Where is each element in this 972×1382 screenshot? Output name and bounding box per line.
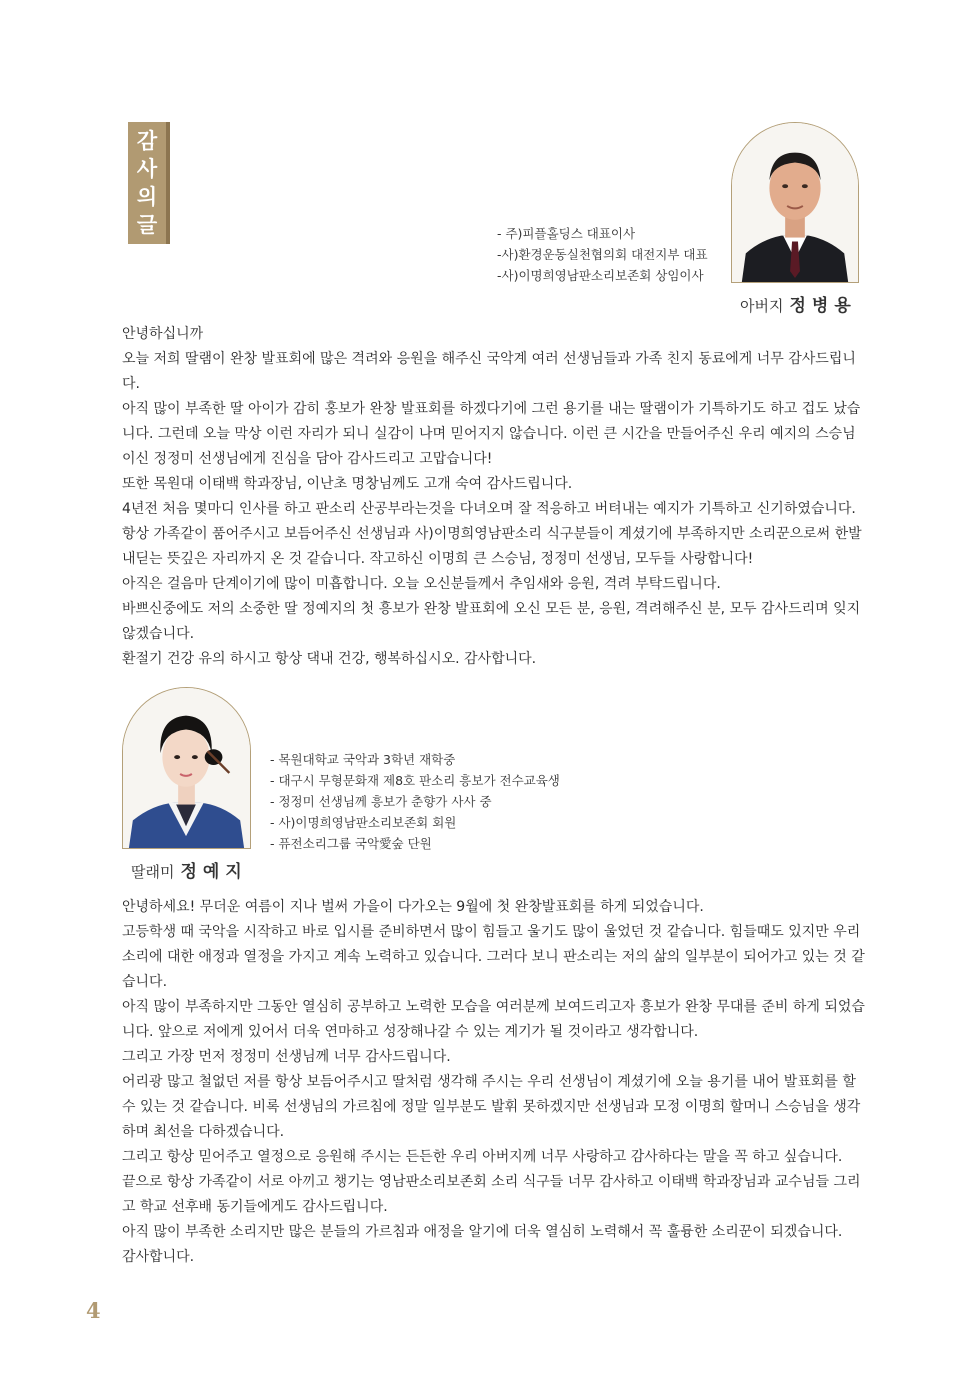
title-char: 감	[136, 128, 158, 153]
credential-item: -사)환경운동실천협의회 대전지부 대표	[497, 247, 708, 262]
letter-paragraph: 바쁘신중에도 저의 소중한 딸 정예지의 첫 흥보가 완창 발표회에 오신 모든 분, 응원, 격려해주신 분, 모두 감사드리며 잊지 않겠습니다.	[122, 601, 861, 642]
title-char: 의	[136, 184, 158, 209]
father-credentials	[497, 223, 708, 286]
father-name-line	[740, 291, 857, 316]
daughter-name: 정예지	[180, 862, 248, 882]
letter-paragraph: 어리광 많고 철없던 저를 항상 보듬어주시고 딸처럼 생각해 주시는 우리 선생님이 계셨기에 오늘 용기를 내어 발표회를 할 수 있는 것 같습니다. 비록 선생님의 가르침에 정말 일부분도 발휘 못하겠지만 선생님과 모정 이명희 할머니 스승님을 생각하며 최선을 다하겠습니다.	[122, 1074, 861, 1140]
credential-item: -사)이명희영남판소리보존회 상임이사	[497, 268, 704, 283]
section-title	[128, 122, 170, 244]
daughter-photo	[122, 687, 251, 849]
father-name: 정병용	[789, 296, 857, 316]
daughter-letter	[122, 895, 867, 1270]
letter-paragraph: 4년전 처음 몇마디 인사를 하고 판소리 산공부라는것을 다녀오며 잘 적응하고 버텨내는 예지가 기특하고 신기하였습니다.	[122, 501, 856, 517]
letter-paragraph: 그리고 항상 믿어주고 열정으로 응원해 주시는 든든한 우리 아버지께 너무 사랑하고 감사하다는 말을 꼭 하고 싶습니다.	[122, 1149, 843, 1165]
letter-paragraph: 감사합니다.	[122, 1249, 195, 1265]
letter-paragraph: 그리고 가장 먼저 정정미 선생님께 너무 감사드립니다.	[122, 1049, 451, 1065]
letter-paragraph: 안녕하십니까	[122, 326, 204, 342]
letter-paragraph: 끝으로 항상 가족같이 서로 아끼고 챙기는 영남판소리보존회 소리 식구들 너무 감사하고 이태백 학과장님과 교수님들 그리고 학교 선후배 동기들에게도 감사드립니다.	[122, 1174, 861, 1215]
title-char: 사	[136, 156, 158, 181]
letter-paragraph: 항상 가족같이 품어주시고 보듬어주신 선생님과 사)이명희영남판소리 식구분들이 계셨기에 부족하지만 소리꾼으로써 한발 내딛는 뜻깊은 자리까지 온 것 같습니다. 작고하신 이명희 큰 스승님, 정정미 선생님, 모두들 사랑합니다!	[122, 526, 862, 567]
credential-item: - 목원대학교 국악과 3학년 재학중	[270, 752, 456, 767]
title-char: 글	[136, 212, 158, 237]
credential-item: - 사)이명희영남판소리보존회 회원	[270, 815, 457, 830]
letter-paragraph: 환절기 건강 유의 하시고 항상 댁내 건강, 행복하십시오. 감사합니다.	[122, 651, 537, 667]
daughter-portrait-icon	[123, 688, 250, 848]
daughter-relation: 딸래미	[131, 863, 175, 881]
letter-paragraph: 안녕하세요! 무더운 여름이 지나 벌써 가을이 다가오는 9월에 첫 완창발표회를 하게 되었습니다.	[122, 899, 704, 915]
page-number: 4	[86, 1298, 101, 1323]
daughter-name-line	[131, 857, 248, 882]
father-portrait-icon	[732, 123, 858, 282]
letter-paragraph: 또한 목원대 이태백 학과장님, 이난초 명창님께도 고개 숙여 감사드립니다.	[122, 476, 573, 492]
letter-paragraph: 오늘 저희 딸램이 완창 발표회에 많은 격려와 응원을 해주신 국악계 여러 선생님들과 가족 친지 동료에게 너무 감사드립니다.	[122, 351, 856, 392]
letter-paragraph: 아직 많이 부족하지만 그동안 열심히 공부하고 노력한 모습을 여러분께 보여드리고자 흥보가 완창 무대를 준비 하게 되었습니다. 앞으로 저에게 있어서 더욱 연마하고 성장해나갈 수 있는 계기가 될 것이라고 생각합니다.	[122, 999, 865, 1040]
credential-item: - 퓨전소리그룹 국악愛숲 단원	[270, 836, 432, 851]
letter-paragraph: 고등학생 때 국악을 시작하고 바로 입시를 준비하면서 많이 힘들고 울기도 많이 울었던 것 같습니다. 힘들때도 있지만 우리 소리에 대한 애정과 열정을 가지고 계속 노력하고 있습니다. 그러다 보니 판소리는 저의 삶의 일부분이 되어가고 있는 것 같습니다.	[122, 924, 865, 990]
letter-paragraph: 아직 많이 부족한 소리지만 많은 분들의 가르침과 애정을 알기에 더욱 열심히 노력해서 꼭 훌륭한 소리꾼이 되겠습니다.	[122, 1224, 843, 1240]
credential-item: - 정정미 선생님께 흥보가 춘향가 사사 중	[270, 794, 492, 809]
credential-item: - 대구시 무형문화재 제8호 판소리 흥보가 전수교육생	[270, 773, 560, 788]
credential-item: - 주)피플홀딩스 대표이사	[497, 226, 636, 241]
daughter-credentials	[270, 749, 560, 854]
father-photo	[731, 122, 859, 283]
letter-paragraph: 아직은 걸음마 단계이기에 많이 미흡합니다. 오늘 오신분들께서 추임새와 응원, 격려 부탁드립니다.	[122, 576, 721, 592]
letter-paragraph: 아직 많이 부족한 딸 아이가 감히 홍보가 완창 발표회를 하겠다기에 그런 용기를 내는 딸램이가 기특하기도 하고 겁도 났습니다. 그런데 오늘 막상 이런 자리가 되니 실감이 나며 믿어지지 않습니다. 이런 큰 시간을 만들어주신 우리 예지의 스승님이신 정정미 선생님에게 진심을 담아 감사드리고 고맙습니다!	[122, 401, 861, 467]
father-relation: 아버지	[740, 297, 784, 315]
father-letter	[122, 322, 867, 672]
